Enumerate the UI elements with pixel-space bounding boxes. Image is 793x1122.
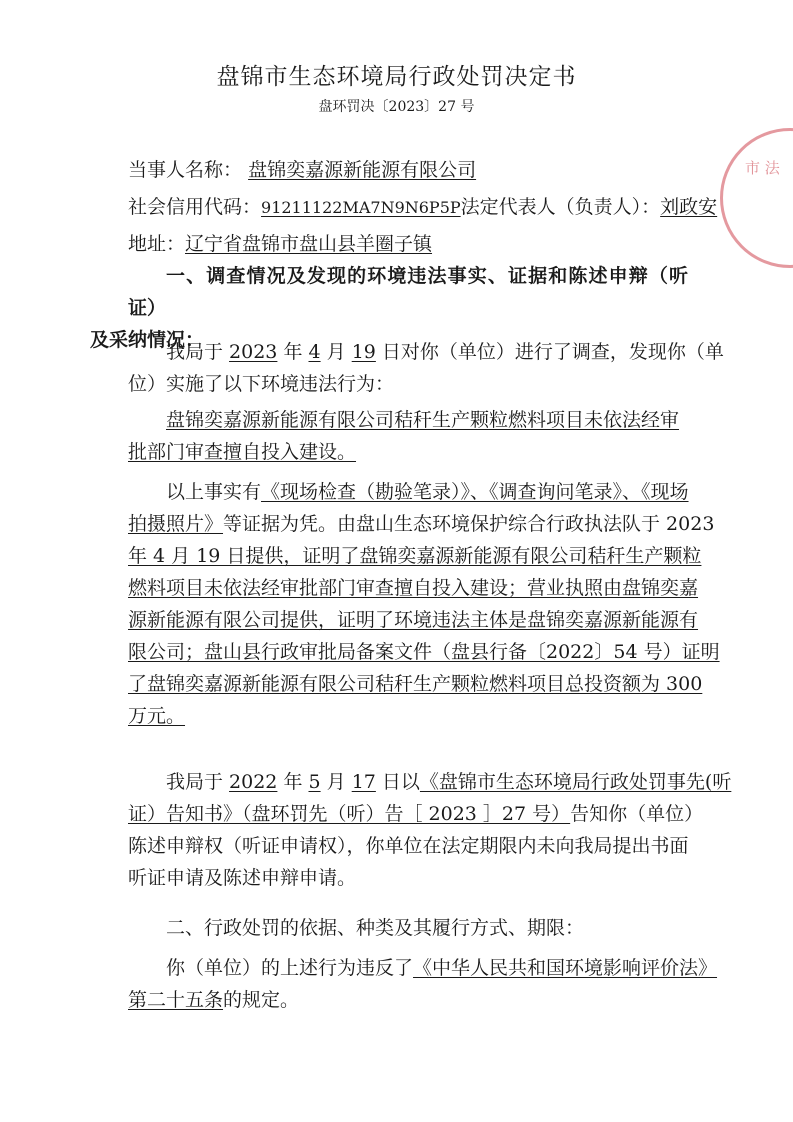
party-name-line <box>128 155 688 182</box>
address-value: 辽宁省盘锦市盘山县羊圈子镇 <box>185 233 433 255</box>
evidence-paragraph: 以上事实有《现场检查（勘验笔录）》、《调查询问笔录》、《现场 拍摄照片》等证据为凭。由盘山生态环境保护综合行政执法队于 2023 年 4 月 19 日提供，证明了盘锦奕嘉源新能源有限公司秸秆生产颗粒 燃料项目未依法经审批部门审查擅自投入建设；营业执照由盘锦奕嘉 源新能源有限公司提供，证明了环境违法主体是盘锦奕嘉源新能源有 限公司；盘山县行政审批局备案文件（盘县行备〔2022〕54 号）证明 了盘锦奕嘉源新能源有限公司秸秆生产颗粒燃料项目总投资额为 300 万元。 <box>128 481 720 727</box>
section-2-heading: 二、行政处罚的依据、种类及其履行方式、期限： <box>166 917 585 939</box>
legal-rep-value: 刘政安 <box>660 196 718 218</box>
violation-description: 盘锦奕嘉源新能源有限公司秸秆生产颗粒燃料项目未依法经审 批部门审查擅自投入建设。 <box>128 409 680 463</box>
official-seal <box>720 128 793 268</box>
credit-code-label: 社会信用代码： <box>128 196 262 218</box>
party-name-value: 盘锦奕嘉源新能源有限公司 <box>248 159 477 181</box>
party-name-label: 当事人名称： <box>128 159 243 181</box>
credit-code-value: 91211122MA7N9N6P5P <box>261 198 461 217</box>
section-2-paragraph: 你（单位）的上述行为违反了《中华人民共和国环境影响评价法》 第二十五条的规定。 <box>128 957 718 1011</box>
investigation-paragraph: 我局于 2023 年 4 月 19 日对你（单位）进行了调查，发现你（单 位）实施了以下环境违法行为： <box>128 341 724 395</box>
address-line <box>128 229 688 256</box>
notice-paragraph: 我局于 2022 年 5 月 17 日以《盘锦市生态环境局行政处罚事先(听 证）告知书》（盘环罚先（听）告［ 2023 ］27 号）告知你（单位） 陈述申辩权（听证申请权），你单位在法定期限内未向我局提出书面 听证申请及陈述申辩申请。 <box>128 771 732 889</box>
document-number: 盘环罚决〔2023〕27 号 <box>318 99 475 115</box>
document-title: 盘锦市生态环境局行政处罚决定书 <box>216 64 577 90</box>
legal-rep-label: 法定代表人（负责人）： <box>460 196 661 218</box>
official-seal-text: 市 法 <box>745 159 780 177</box>
address-label: 地址： <box>128 233 186 255</box>
credit-code-line <box>128 192 718 219</box>
section-1-heading: 一、调查情况及发现的环境违法事实、证据和陈述申辩（听证） 及采纳情况： <box>90 265 688 351</box>
